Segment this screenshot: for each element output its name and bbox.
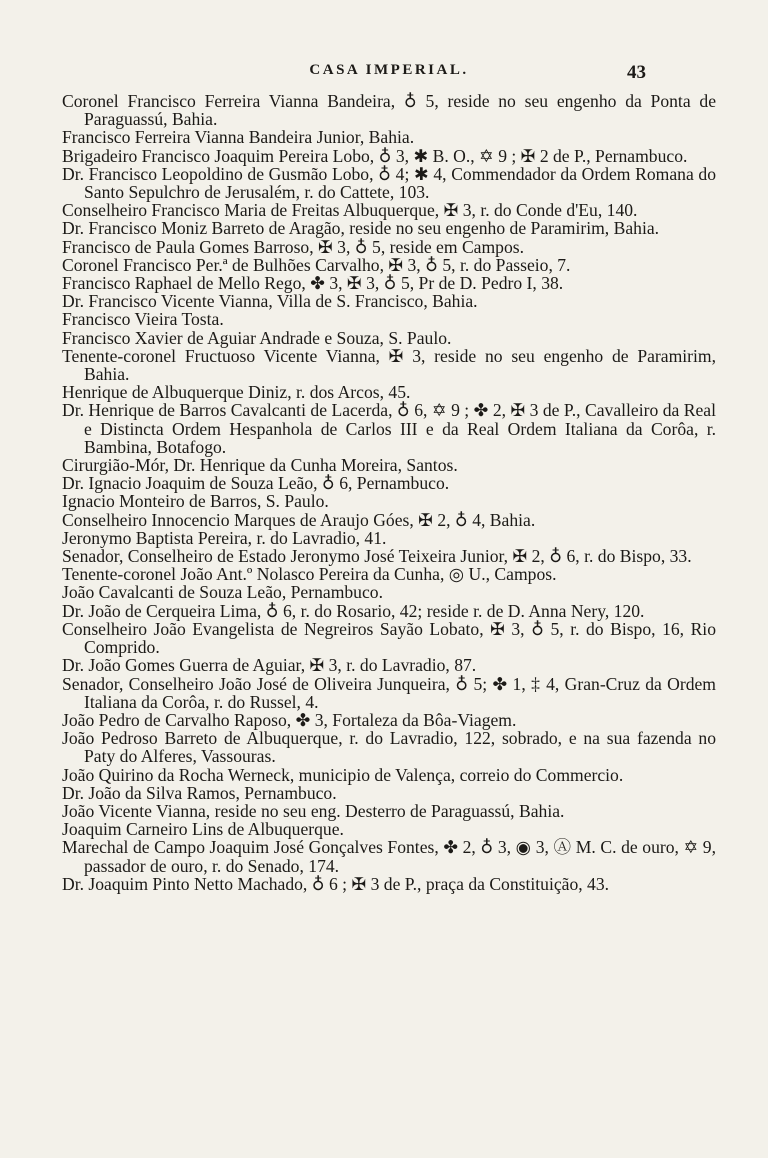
directory-entry: Dr. Francisco Moniz Barreto de Aragão, reside no seu engenho de Paramirim, Bahia.	[62, 218, 660, 239]
entry-list	[62, 92, 716, 893]
directory-entry: Conselheiro Innocencio Marques de Araujo Góes, ✠ 2, ♁ 4, Bahia.	[62, 509, 536, 530]
directory-entry: Francisco Ferreira Vianna Bandeira Junior, Bahia.	[62, 127, 415, 148]
directory-entry: Marechal de Campo Joaquim José Gonçalves Fontes, ✤ 2, ♁ 3, ◉ 3, Ⓐ M. C. de ouro, ✡ 9, passador de ouro, r. do Senado, 174.	[62, 837, 716, 876]
directory-entry: Henrique de Albuquerque Diniz, r. dos Arcos, 45.	[62, 382, 411, 403]
directory-entry: João Pedroso Barreto de Albuquerque, r. do Lavradio, 122, sobrado, e na sua fazenda no Paty do Alferes, Vassouras.	[62, 728, 716, 767]
page-header	[62, 62, 716, 90]
directory-entry: Dr. Ignacio Joaquim de Souza Leão, ♁ 6, Pernambuco.	[62, 473, 450, 494]
directory-entry: Joaquim Carneiro Lins de Albuquerque.	[62, 819, 344, 840]
directory-entry: Senador, Conselheiro João José de Oliveira Junqueira, ♁ 5; ✤ 1, ‡ 4, Gran-Cruz da Ordem Italiana da Corôa, r. do Russel, 4.	[62, 673, 716, 712]
page-number: 43	[627, 62, 646, 83]
directory-entry: Francisco Xavier de Aguiar Andrade e Souza, S. Paulo.	[62, 327, 452, 348]
directory-entry: Tenente-coronel Fructuoso Vicente Vianna, ✠ 3, reside no seu engenho de Paramirim, Bahia.	[62, 345, 716, 385]
directory-entry: Francisco Raphael de Mello Rego, ✤ 3, ✠ 3, ♁ 5, Pr de D. Pedro I, 38.	[62, 273, 564, 294]
directory-entry: Conselheiro Francisco Maria de Freitas Albuquerque, ✠ 3, r. do Conde d'Eu, 140.	[62, 200, 638, 221]
directory-entry: João Pedro de Carvalho Raposo, ✤ 3, Fortaleza da Bôa-Viagem.	[62, 709, 517, 730]
directory-entry: Brigadeiro Francisco Joaquim Pereira Lobo, ♁ 3, ✱ B. O., ✡ 9 ; ✠ 2 de P., Pernambuco.	[62, 145, 688, 166]
directory-entry: Dr. Joaquim Pinto Netto Machado, ♁ 6 ; ✠ 3 de P., praça da Constituição, 43.	[62, 873, 610, 894]
directory-entry: Ignacio Monteiro de Barros, S. Paulo.	[62, 491, 329, 512]
directory-entry: João Quirino da Rocha Werneck, municipio de Valença, correio do Commercio.	[62, 764, 624, 785]
directory-entry: Dr. João da Silva Ramos, Pernambuco.	[62, 782, 337, 803]
directory-entry: Dr. João Gomes Guerra de Aguiar, ✠ 3, r. do Lavradio, 87.	[62, 655, 477, 676]
directory-entry: Dr. João de Cerqueira Lima, ♁ 6, r. do Rosario, 42; reside r. de D. Anna Nery, 120.	[62, 600, 645, 621]
directory-entry: Tenente-coronel João Ant.º Nolasco Pereira da Cunha, ◎ U., Campos.	[62, 564, 557, 585]
directory-entry: João Cavalcanti de Souza Leão, Pernambuco.	[62, 582, 383, 603]
directory-entry: Coronel Francisco Per.ª de Bulhões Carvalho, ✠ 3, ♁ 5, r. do Passeio, 7.	[62, 254, 571, 275]
directory-entry: Francisco Vieira Tosta.	[62, 309, 224, 330]
directory-entry: Coronel Francisco Ferreira Vianna Bandeira, ♁ 5, reside no seu engenho da Ponta de Paraguassú, Bahia.	[62, 91, 716, 130]
directory-entry: Conselheiro João Evangelista de Negreiros Sayão Lobato, ✠ 3, ♁ 5, r. do Bispo, 16, Rio Comprido.	[62, 618, 716, 658]
directory-entry: Cirurgião-Mór, Dr. Henrique da Cunha Moreira, Santos.	[62, 455, 458, 476]
directory-entry: Dr. Francisco Vicente Vianna, Villa de S. Francisco, Bahia.	[62, 291, 478, 312]
directory-entry: Francisco de Paula Gomes Barroso, ✠ 3, ♁ 5, reside em Campos.	[62, 236, 525, 257]
directory-entry: João Vicente Vianna, reside no seu eng. Desterro de Paraguassú, Bahia.	[62, 800, 565, 821]
directory-entry: Jeronymo Baptista Pereira, r. do Lavradio, 41.	[62, 527, 387, 548]
directory-entry: Dr. Henrique de Barros Cavalcanti de Lacerda, ♁ 6, ✡ 9 ; ✤ 2, ✠ 3 de P., Cavalleiro da Real e Distincta Ordem Hespanhola de Carlos III e da Real Ordem Italiana da Corôa, r. Bambina, Botafogo.	[62, 400, 716, 457]
directory-entry: Dr. Francisco Leopoldino de Gusmão Lobo, ♁ 4; ✱ 4, Commendador da Ordem Romana do Santo Sepulchro de Jerusalém, r. do Cattete, 103.	[62, 163, 716, 203]
directory-entry: Senador, Conselheiro de Estado Jeronymo José Teixeira Junior, ✠ 2, ♁ 6, r. do Bispo, 33.	[62, 546, 692, 567]
running-title: CASA IMPERIAL.	[309, 62, 469, 78]
